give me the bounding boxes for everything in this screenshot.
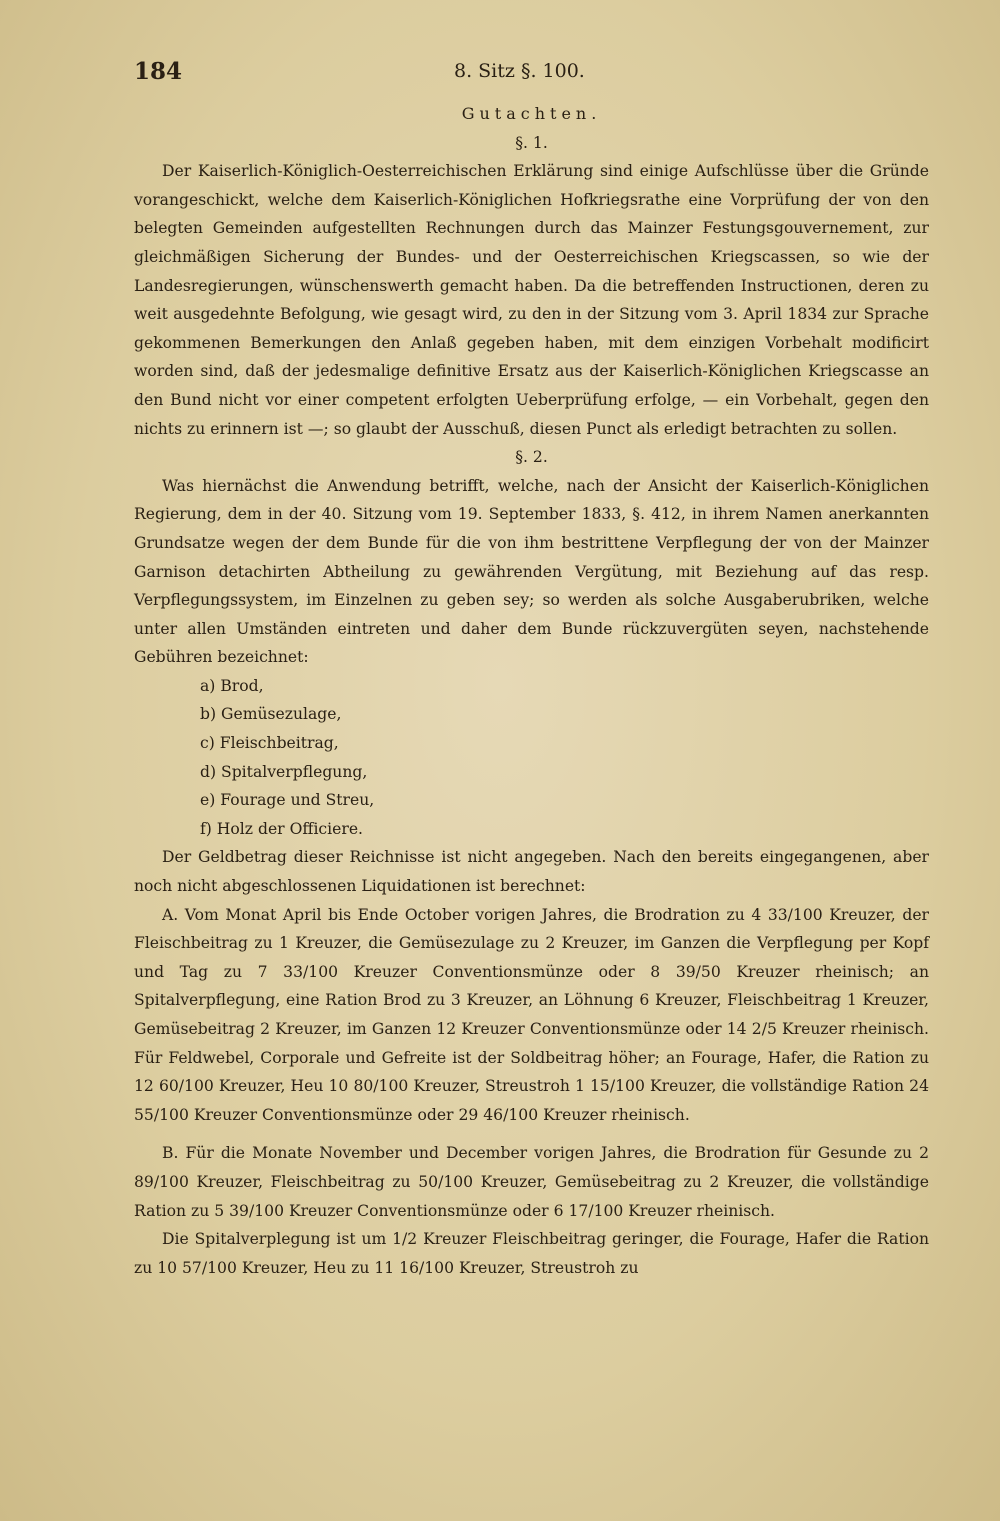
list-item: c) Fleischbeitrag, <box>200 734 339 753</box>
list-item: b) Gemüsezulage, <box>200 705 342 724</box>
section-label: §. 1. <box>515 133 548 152</box>
paragraph: Der Geldbetrag dieser Reichnisse ist nicht angegeben. Nach den bereits eingegangenen, aber noch nicht abgeschlossenen Liquidationen ist berechnet: <box>134 848 929 896</box>
running-head: 8. Sitz §. 100. <box>454 60 585 82</box>
list-item: a) Brod, <box>200 676 264 695</box>
paragraph: Die Spitalverplegung ist um 1/2 Kreuzer Fleischbeitrag geringer, die Fourage, Hafer die Ration zu 10 57/100 Kreuzer, Heu zu 11 16/100 Kreuzer, Streustroh zu <box>134 1230 929 1277</box>
document-title: Gutachten. <box>461 104 602 123</box>
page-header <box>134 58 929 92</box>
page-number: 184 <box>134 58 183 85</box>
list-item: d) Spitalverpflegung, <box>200 762 368 781</box>
body-text <box>134 100 929 1282</box>
section-label: §. 2. <box>515 448 548 467</box>
ration-list <box>134 672 929 844</box>
paragraph: Was hiernächst die Anwendung betrifft, welche, nach der Ansicht der Kaiserlich-Königlichen Regierung, dem in der 40. Sitzung vom 19. September 1833, §. 412, in ihrem Namen anerkannten Grundsatze wegen der dem Bunde für die von ihm bestrittene Verpflegung der von der Mainzer Garnison detachirten Abtheilung zu gewährenden Vergütung, mit Beziehung auf das resp. Verpflegungssystem, im Einzelnen zu geben sey; so werden als solche Ausgaberubriken, welche unter allen Umständen eintreten und daher dem Bunde rückzuvergüten seyen, nachstehende Gebühren bezeichnet: <box>134 476 929 667</box>
item-a: A. Vom Monat April bis Ende October vorigen Jahres, die Brodration zu 4 33/100 Kreuzer, der Fleischbeitrag zu 1 Kreuzer, die Gemüsezulage zu 2 Kreuzer, im Ganzen die Verpflegung per Kopf und Tag zu 7 33/100 Kreuzer Conventionsmünze oder 8 39/50 Kreuzer rheinisch; an Spitalverpflegung, eine Ration Brod zu 3 Kreuzer, an Löhnung 6 Kreuzer, Fleischbeitrag 1 Kreuzer, Gemüsebeitrag 2 Kreuzer, im Ganzen 12 Kreuzer Conventionsmünze oder 14 2/5 Kreuzer rheinisch. Für Feldwebel, Corporale und Gefreite ist der Soldbeitrag höher; an Fourage, Hafer, die Ration zu 12 60/100 Kreuzer, Heu 10 80/100 Kreuzer, Streustroh 1 15/100 Kreuzer, die vollständige Ration 24 55/100 Kreuzer Conventionsmünze oder 29 46/100 Kreuzer rheinisch. <box>134 905 929 1124</box>
paragraph: Der Kaiserlich-Königlich-Oesterreichischen Erklärung sind einige Aufschlüsse über die Gründe vorangeschickt, welche dem Kaiserlich-Königlichen Hofkriegsrathe eine Vorprüfung der von den belegten Gemeinden aufgestellten Rechnungen durch das Mainzer Festungsgouvernement, zur gleichmäßigen Sicherung der Bundes- und der Oesterreichischen Kriegscassen, so wie der Landesregierungen, wünschenswerth gemacht haben. Da die betreffenden Instructionen, deren zu weit ausgedehnte Befolgung, wie gesagt wird, zu den in der Sitzung vom 3. April 1834 zur Sprache gekommenen Bemerkungen den Anlaß gegeben haben, mit dem einzigen Vorbehalt modificirt worden sind, daß der jedesmalige definitive Ersatz aus der Kaiserlich-Königlichen Kriegscasse an den Bund nicht vor einer competent erfolgten Ueberprüfung erfolge, — ein Vorbehalt, gegen den nichts zu erinnern ist —; so glaubt der Ausschuß, diesen Punct als erledigt betrachten zu sollen. <box>134 162 929 438</box>
list-item: f) Holz der Officiere. <box>200 819 364 838</box>
item-b: B. Für die Monate November und December vorigen Jahres, die Brodration für Gesunde zu 2 89/100 Kreuzer, Fleischbeitrag zu 50/100 Kreuzer, Gemüsebeitrag zu 2 Kreuzer, die vollständige Ration zu 5 39/100 Kreuzer Conventionsmünze oder 6 17/100 Kreuzer rheinisch. <box>134 1144 929 1220</box>
spacer <box>134 1129 929 1139</box>
list-item: e) Fourage und Streu, <box>200 791 375 810</box>
